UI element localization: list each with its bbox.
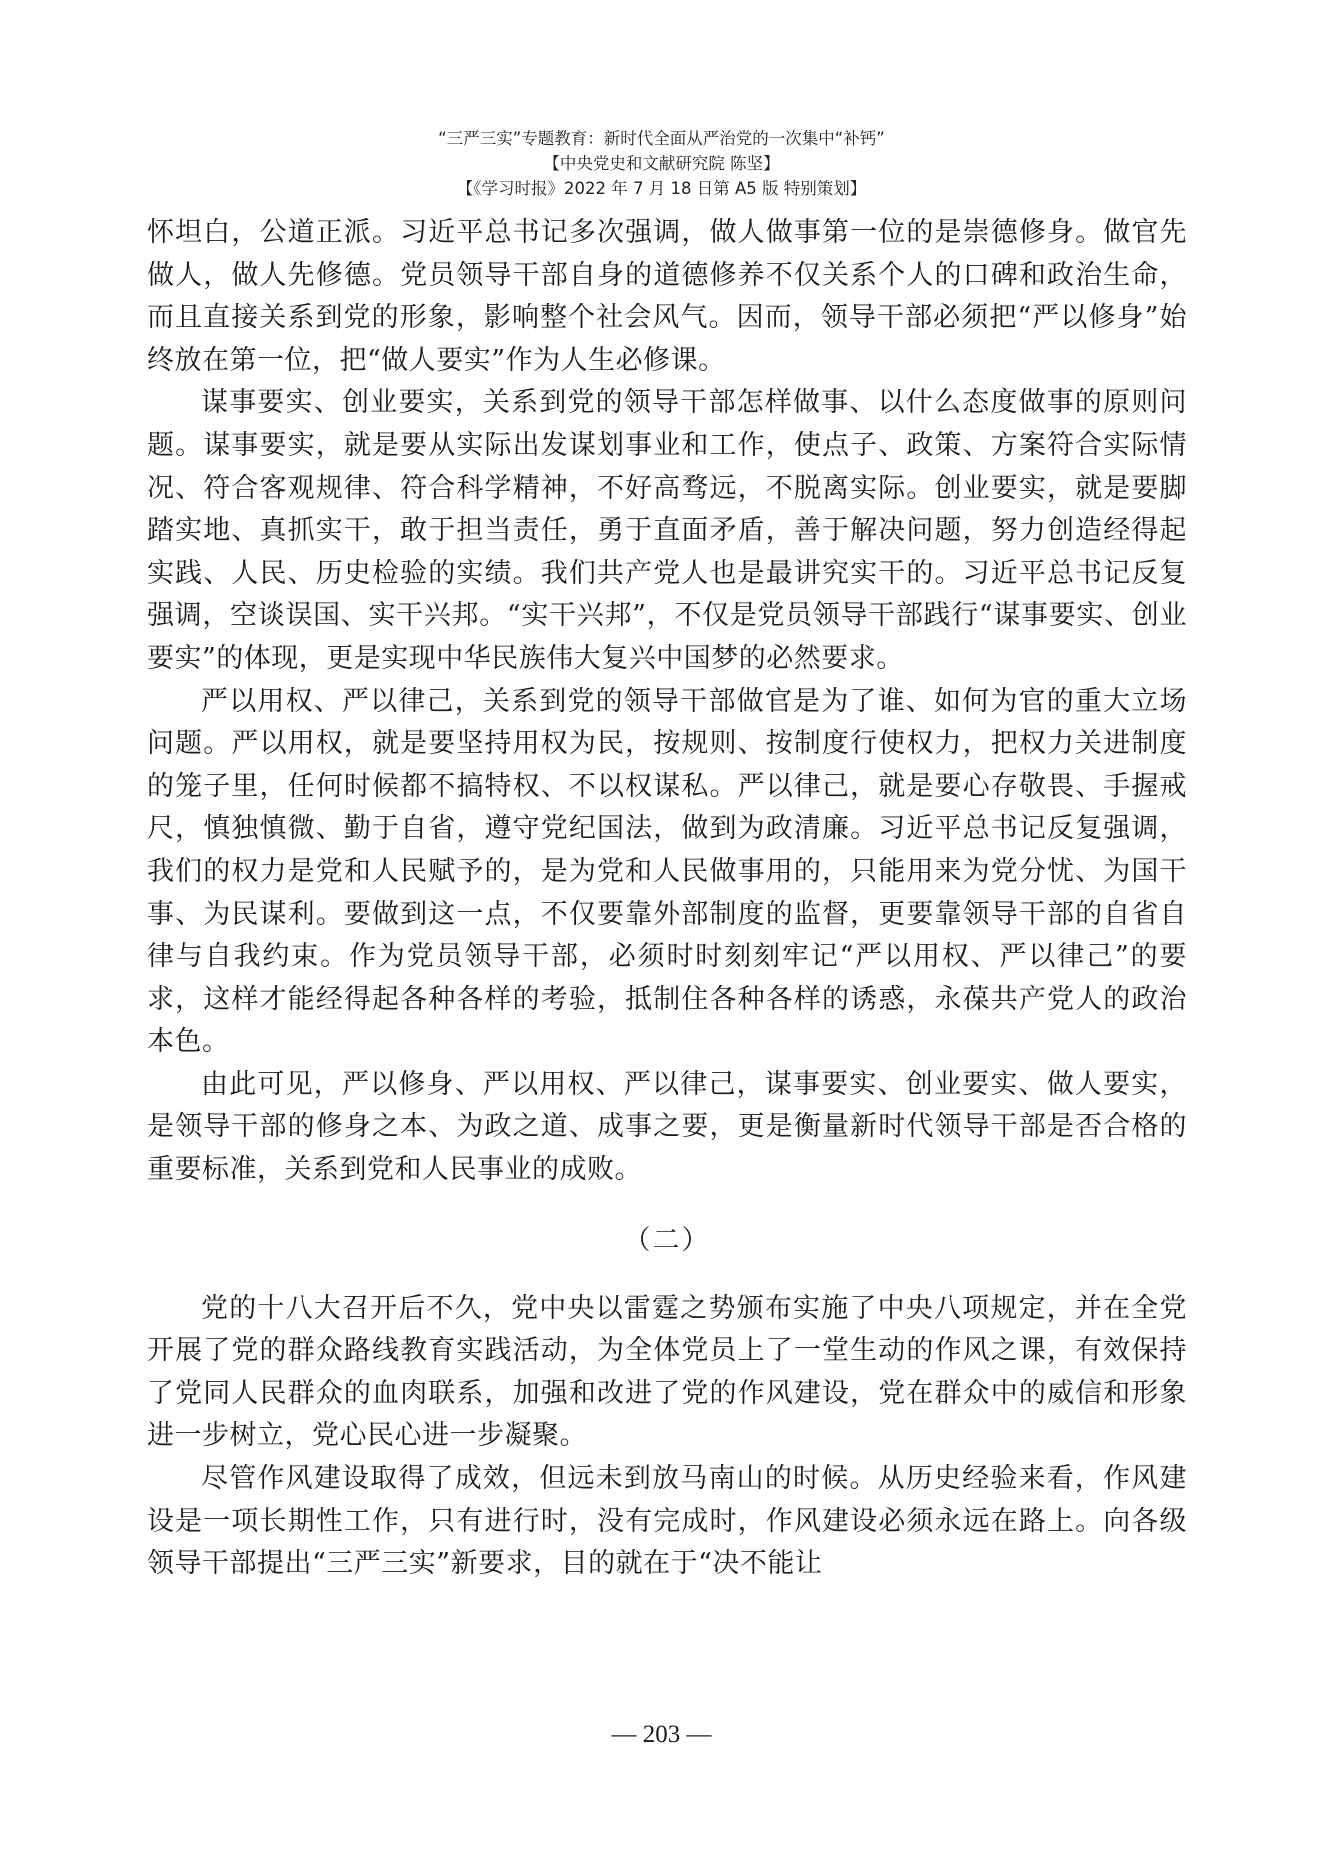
paragraph: 严以用权、严以律己，关系到党的领导干部做官是为了谁、如何为官的重大立场问题。严以用权，就是要坚持用权为民，按规则、按制度行使权力，把权力关进制度的笼子里，任何时候都不搞特权、不以权谋私。严以律己，就是要心存敬畏、手握戒尺，慎独慎微、勤于自省，遵守党纪国法，做到为政清廉。习近平总书记反复强调，我们的权力是党和人民赋予的，是为党和人民做事用的，只能用来为党分忧、为国干事、为民谋利。要做到这一点，不仅要靠外部制度的监督，更要靠领导干部的自省自律与自我约束。作为党员领导干部，必须时时刻刻牢记“严以用权、严以律己”的要求，这样才能经得起各种各样的考验，抵制住各种各样的诱惑，永葆共产党人的政治本色。 bbox=[147, 685, 1187, 1058]
page-number: — 203 — bbox=[611, 1721, 712, 1748]
paragraph: 由此可见，严以修身、严以用权、严以律己，谋事要实、创业要实、做人要实，是领导干部的修身之本、为政之道、成事之要，更是衡量新时代领导干部是否合格的重要标准，关系到党和人民事业的成败。 bbox=[147, 1068, 1187, 1186]
paragraph: 尽管作风建设取得了成效，但远未到放马南山的时候。从历史经验来看，作风建设是一项长期性工作，只有进行时，没有完成时，作风建设必须永远在路上。向各级领导干部提出“三严三实”新要求，目的就在于“决不能让 bbox=[147, 1463, 1187, 1580]
paragraph-continued: 怀坦白，公道正派。习近平总书记多次强调，做人做事第一位的是崇德修身。做官先做人，做人先修德。党员领导干部自身的道德修养不仅关系个人的口碑和政治生命，而且直接关系到党的形象，影响整个社会风气。因而，领导干部必须把“严以修身”始终放在第一位，把“做人要实”作为人生必修课。 bbox=[147, 217, 1187, 376]
header-author: 【中央党史和文献研究院 陈坚】 bbox=[543, 154, 780, 173]
header-source: 【《学习时报》2022 年 7 月 18 日第 A5 版 特别策划】 bbox=[456, 179, 867, 198]
page-header bbox=[0, 126, 1323, 201]
paragraph: 谋事要实、创业要实，关系到党的领导干部怎样做事、以什么态度做事的原则问题。谋事要实，就是要从实际出发谋划事业和工作，使点子、政策、方案符合实际情况、符合客观规律、符合科学精神，不好高骛远，不脱离实际。创业要实，就是要脚踏实地、真抓实干，敢于担当责任，勇于直面矛盾，善于解决问题，努力创造经得起实践、人民、历史检验的实绩。我们共产党人也是最讲究实干的。习近平总书记反复强调，空谈误国、实干兴邦。“实干兴邦”，不仅是党员领导干部践行“谋事要实、创业要实”的体现，更是实现中华民族伟大复兴中国梦的必然要求。 bbox=[147, 387, 1187, 674]
header-title: “三严三实”专题教育：新时代全面从严治党的一次集中“补钙” bbox=[438, 129, 885, 148]
article-body bbox=[147, 212, 1187, 1586]
paragraph: 党的十八大召开后不久，党中央以雷霆之势颁布实施了中央八项规定，并在全党开展了党的群众路线教育实践活动，为全体党员上了一堂生动的作风之课，有效保持了党同人民群众的血肉联系，加强和改进了党的作风建设，党在群众中的威信和形象进一步树立，党心民心进一步凝聚。 bbox=[147, 1292, 1187, 1452]
section-heading: （二） bbox=[623, 1224, 711, 1256]
